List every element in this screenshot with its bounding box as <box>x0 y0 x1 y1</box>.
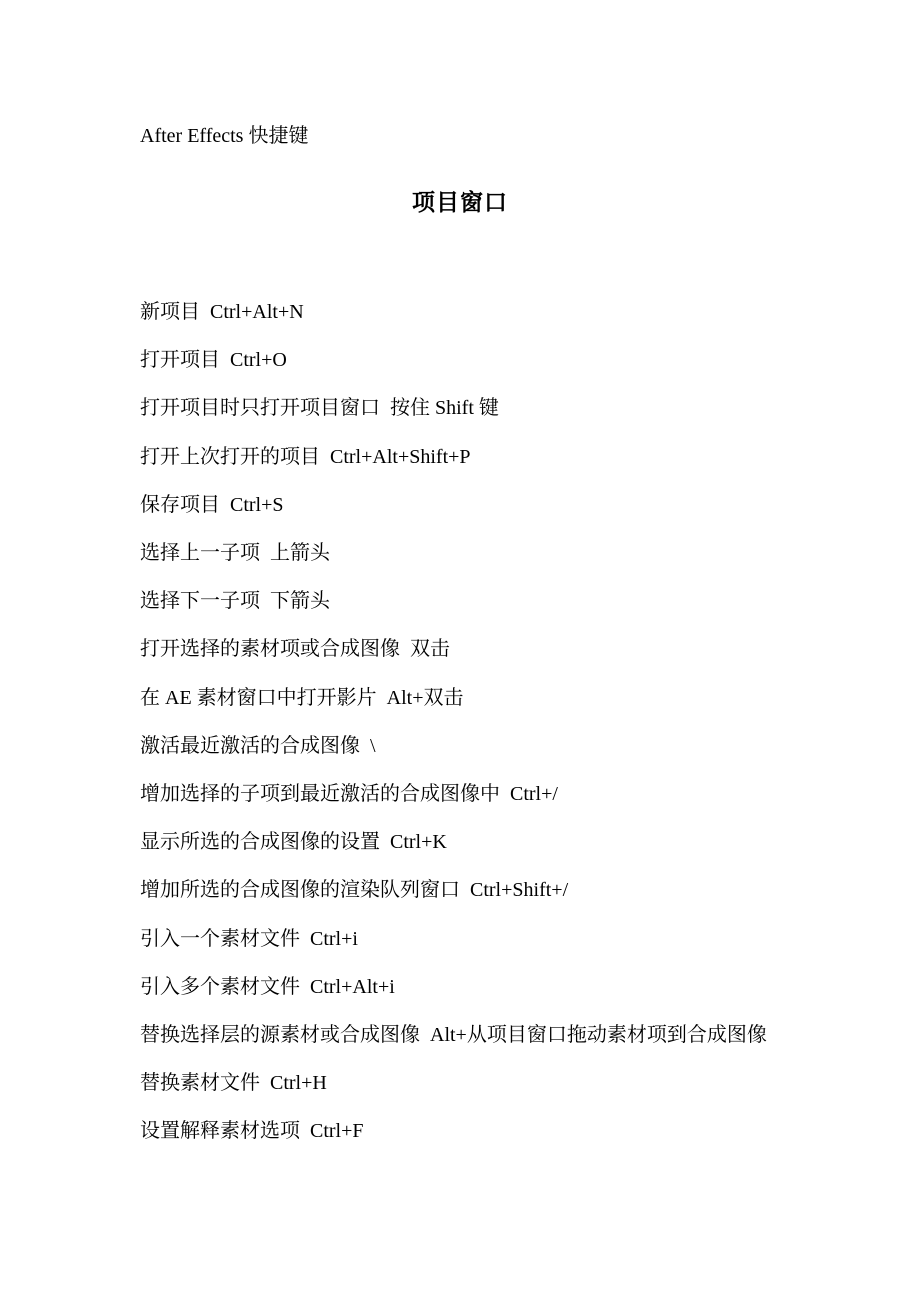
shortcut-action: 显示所选的合成图像的设置 <box>140 831 380 854</box>
shortcut-item <box>140 529 790 577</box>
shortcut-keys: Ctrl+/ <box>510 783 558 806</box>
shortcut-action: 打开项目时只打开项目窗口 <box>140 397 380 420</box>
shortcut-keys: Ctrl+K <box>390 831 447 854</box>
shortcut-keys: Alt+从项目窗口拖动素材项到合成图像 <box>430 1024 767 1047</box>
shortcut-list <box>140 288 790 1156</box>
shortcut-action: 引入多个素材文件 <box>140 975 300 998</box>
shortcut-item <box>140 336 790 384</box>
shortcut-item <box>140 770 790 818</box>
shortcut-action: 在 AE 素材窗口中打开影片 <box>140 686 377 709</box>
document-title: After Effects 快捷键 <box>140 125 309 147</box>
shortcut-keys: Ctrl+Alt+i <box>310 975 395 998</box>
section-heading: 项目窗口 <box>412 190 508 215</box>
shortcut-action: 增加选择的子项到最近激活的合成图像中 <box>140 783 500 806</box>
shortcut-keys: Ctrl+Alt+Shift+P <box>330 445 471 468</box>
shortcut-action: 选择上一子项 <box>140 542 260 565</box>
shortcut-keys: Alt+双击 <box>386 686 464 709</box>
shortcut-keys: \ <box>370 734 376 757</box>
shortcut-item <box>140 288 790 336</box>
shortcut-item <box>140 1107 790 1155</box>
shortcut-keys: 上箭头 <box>270 542 330 565</box>
shortcut-action: 激活最近激活的合成图像 <box>140 734 360 757</box>
shortcut-action: 引入一个素材文件 <box>140 927 300 950</box>
shortcut-keys: Ctrl+H <box>270 1072 327 1095</box>
shortcut-action: 设置解释素材选项 <box>140 1120 300 1143</box>
shortcut-item <box>140 384 790 432</box>
shortcut-item <box>140 577 790 625</box>
shortcut-action: 替换素材文件 <box>140 1072 260 1095</box>
shortcut-action: 打开上次打开的项目 <box>140 445 320 468</box>
shortcut-item <box>140 963 790 1011</box>
shortcut-keys: Ctrl+i <box>310 927 358 950</box>
shortcut-item <box>140 674 790 722</box>
shortcut-action: 打开选择的素材项或合成图像 <box>140 638 400 661</box>
shortcut-item <box>140 481 790 529</box>
shortcut-keys: 双击 <box>410 638 450 661</box>
shortcut-item <box>140 915 790 963</box>
shortcut-action: 打开项目 <box>140 349 220 372</box>
shortcut-item <box>140 722 790 770</box>
shortcut-keys: Ctrl+F <box>310 1120 364 1143</box>
shortcut-action: 增加所选的合成图像的渲染队列窗口 <box>140 879 460 902</box>
shortcut-action: 新项目 <box>140 301 200 323</box>
shortcut-item <box>140 818 790 866</box>
shortcut-keys: 按住 Shift 键 <box>390 397 499 420</box>
shortcut-item <box>140 1059 790 1107</box>
shortcut-keys: Ctrl+Shift+/ <box>470 879 569 902</box>
shortcut-item <box>140 433 790 481</box>
shortcut-keys: Ctrl+S <box>230 493 284 516</box>
shortcut-keys: 下箭头 <box>270 590 330 613</box>
shortcut-item <box>140 1011 790 1059</box>
shortcut-action: 替换选择层的源素材或合成图像 <box>140 1024 420 1047</box>
shortcut-item <box>140 625 790 673</box>
shortcut-item <box>140 866 790 914</box>
shortcut-action: 选择下一子项 <box>140 590 260 613</box>
shortcut-keys: Ctrl+Alt+N <box>210 301 304 323</box>
shortcut-action: 保存项目 <box>140 493 220 516</box>
shortcut-keys: Ctrl+O <box>230 349 287 372</box>
